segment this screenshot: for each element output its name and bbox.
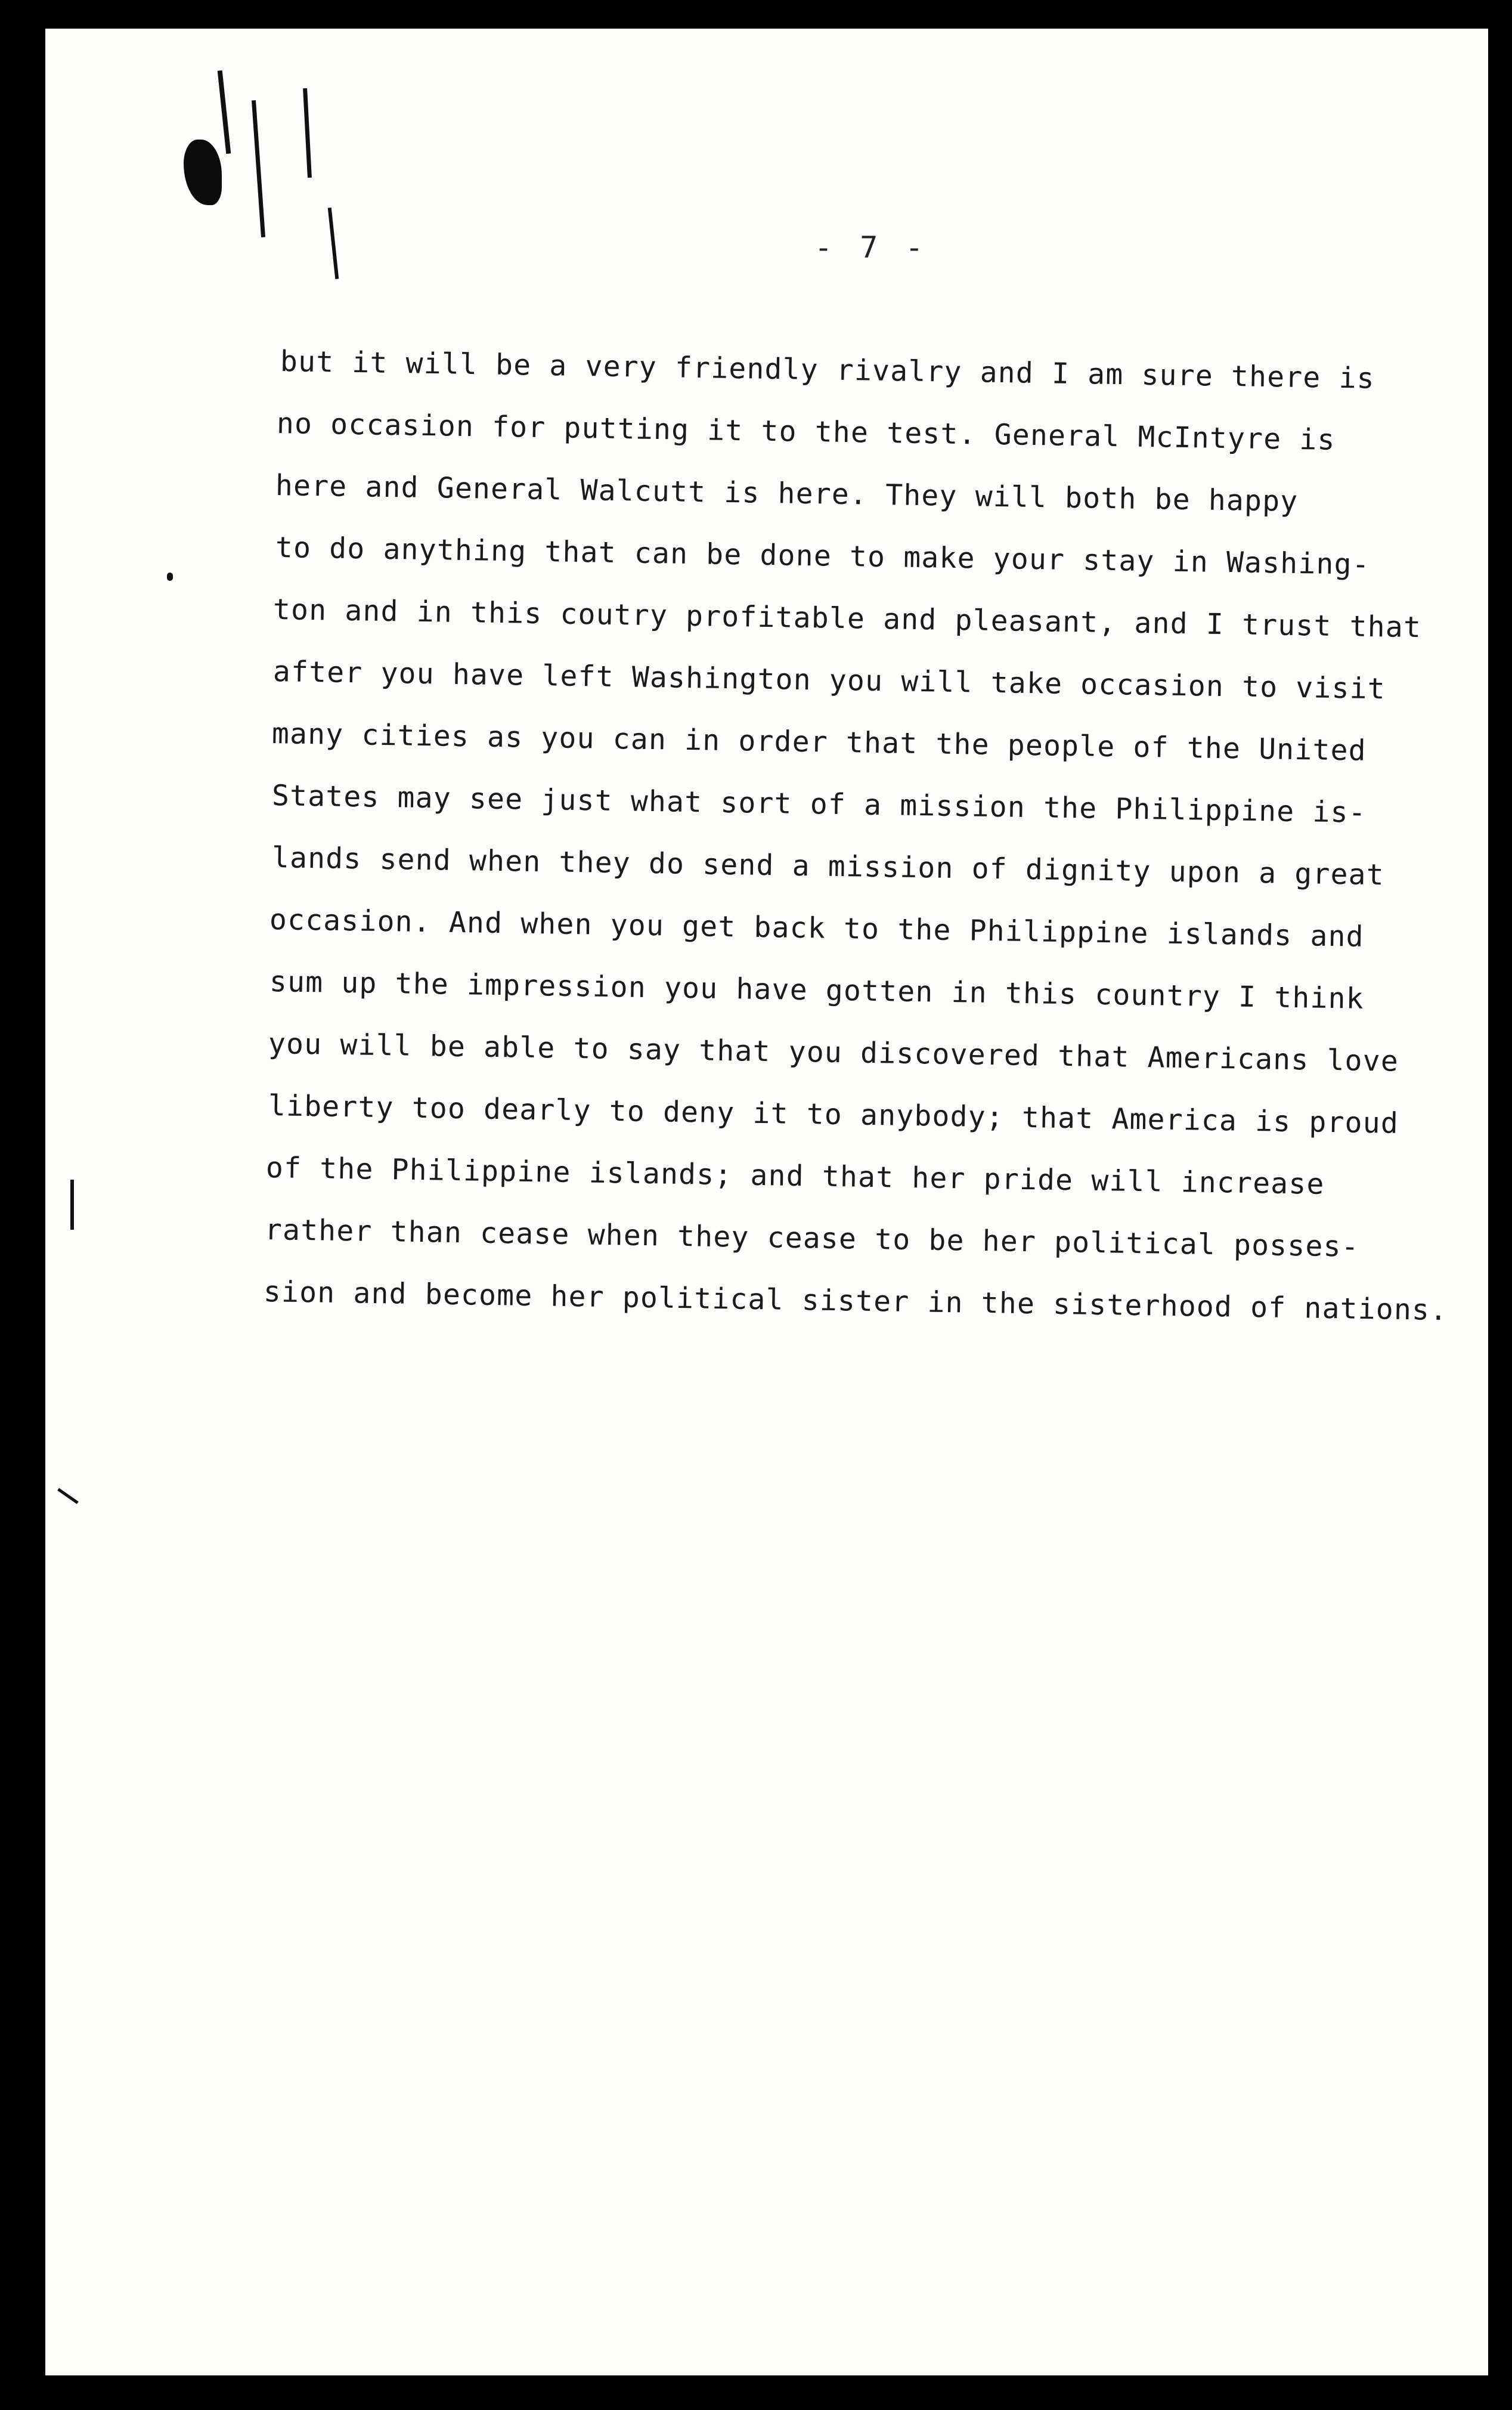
text-line: of the Philippine islands; and that her pride will increase [265, 1151, 1325, 1201]
text-line: sion and become her political sister in the sisterhood of nations. [263, 1275, 1448, 1328]
text-line: but it will be a very friendly rivalry and I am sure there is [280, 345, 1375, 395]
page-number: - 7 - [814, 230, 928, 265]
text-line: no occasion for putting it to the test. General McIntyre is [276, 407, 1336, 457]
typed-page [45, 29, 1488, 2375]
text-line: here and General Walcutt is here. They will both be happy [275, 469, 1299, 518]
text-line: many cities as you can in order that the people of the United [271, 717, 1367, 768]
text-line: States may see just what sort of a mission the Philippine is- [271, 779, 1367, 830]
text-line: ton and in this coutry profitable and pleasant, and I trust that [272, 593, 1422, 645]
letter-body [45, 29, 1488, 2375]
text-line: liberty too dearly to deny it to anybody; that America is proud [268, 1089, 1399, 1140]
text-line: occasion. And when you get back to the Philippine islands and [269, 903, 1365, 954]
text-line: after you have left Washington you will take occasion to visit [272, 655, 1386, 706]
text-line: lands send when they do send a mission of dignity upon a great [271, 841, 1385, 892]
text-line: rather than cease when they cease to be her political posses- [264, 1213, 1360, 1264]
text-line: to do anything that can be done to make your stay in Washing- [275, 531, 1371, 581]
text-line: sum up the impression you have gotten in this country I think [269, 965, 1365, 1016]
text-line: you will be able to say that you discovered that Americans love [268, 1027, 1399, 1078]
